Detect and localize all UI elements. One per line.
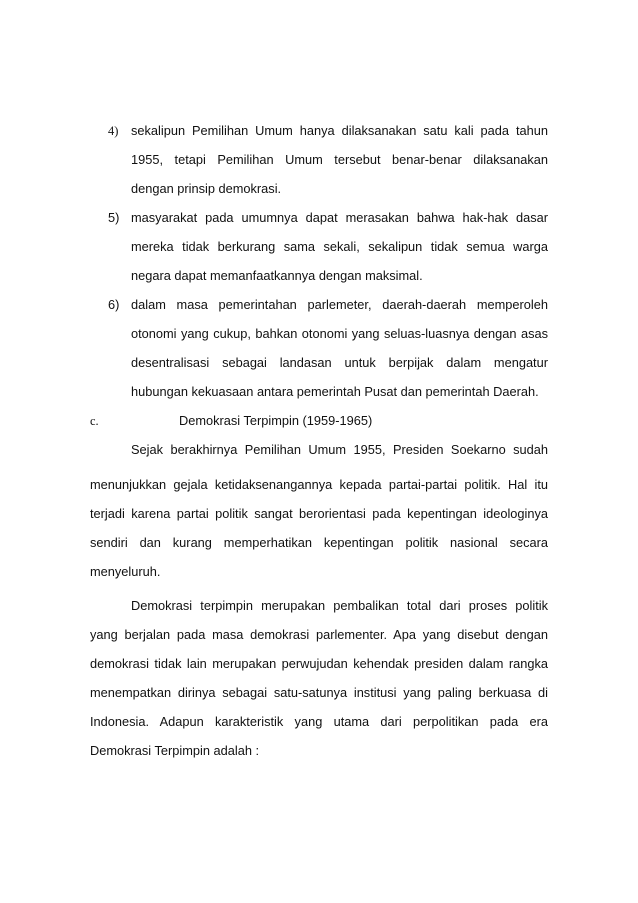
paragraph-2-line-1: Demokrasi terpimpin merupakan pembalikan total dari proses politik [131,598,548,613]
list-item-6-line-4: hubungan kekuasaan antara pemerintah Pusat dan pemerintah Daerah. [131,384,539,399]
list-item-5-line-1: masyarakat pada umumnya dapat merasakan bahwa hak-hak dasar [131,210,548,225]
list-item-6-line-1: dalam masa pemerintahan parlemeter, daerah-daerah memperoleh [131,297,548,312]
paragraph-1-line-3: terjadi karena partai politik sangat berorientasi pada kepentingan ideologinya [90,506,548,521]
list-item-4-line-1: sekalipun Pemilihan Umum hanya dilaksanakan satu kali pada tahun [131,123,548,138]
list-item-5-line-3: negara dapat memanfaatkannya dengan maksimal. [131,268,423,283]
list-item-4-line-3: dengan prinsip demokrasi. [131,181,282,196]
paragraph-1-line-1: Sejak berakhirnya Pemilihan Umum 1955, Presiden Soekarno sudah [131,442,548,457]
list-item-4-line-2: 1955, tetapi Pemilihan Umum tersebut benar-benar dilaksanakan [131,152,548,167]
list-number-5: 5) [108,210,120,225]
paragraph-2-line-2: yang berjalan pada masa demokrasi parlementer. Apa yang disebut dengan [90,627,548,642]
paragraph-2-line-5: Indonesia. Adapun karakteristik yang utama dari perpolitikan pada era [90,714,548,729]
paragraph-2-line-4: menempatkan dirinya sebagai satu-satunya institusi yang paling berkuasa di [90,685,548,700]
paragraph-1-line-4: sendiri dan kurang memperhatikan kepentingan politik nasional secara [90,535,548,550]
list-item-6-line-2: otonomi yang cukup, bahkan otonomi yang seluas-luasnya dengan asas [131,326,548,341]
list-number-4: 4) [108,124,119,138]
paragraph-2-line-6: Demokrasi Terpimpin adalah : [90,743,260,758]
section-title: Demokrasi Terpimpin (1959-1965) [179,413,373,428]
list-number-6: 6) [108,297,120,312]
paragraph-2-line-3: demokrasi tidak lain merupakan perwujudan kehendak presiden dalam rangka [90,656,548,671]
section-letter: c. [90,414,99,428]
list-item-5-line-2: mereka tidak berkurang sama sekali, sekalipun tidak semua warga [131,239,548,254]
list-item-6-line-3: desentralisasi sebagai landasan untuk berpijak dalam mengatur [131,355,548,370]
paragraph-1-line-2: menunjukkan gejala ketidaksenangannya kepada partai-partai politik. Hal itu [90,477,548,492]
paragraph-1-line-5: menyeluruh. [90,564,161,579]
